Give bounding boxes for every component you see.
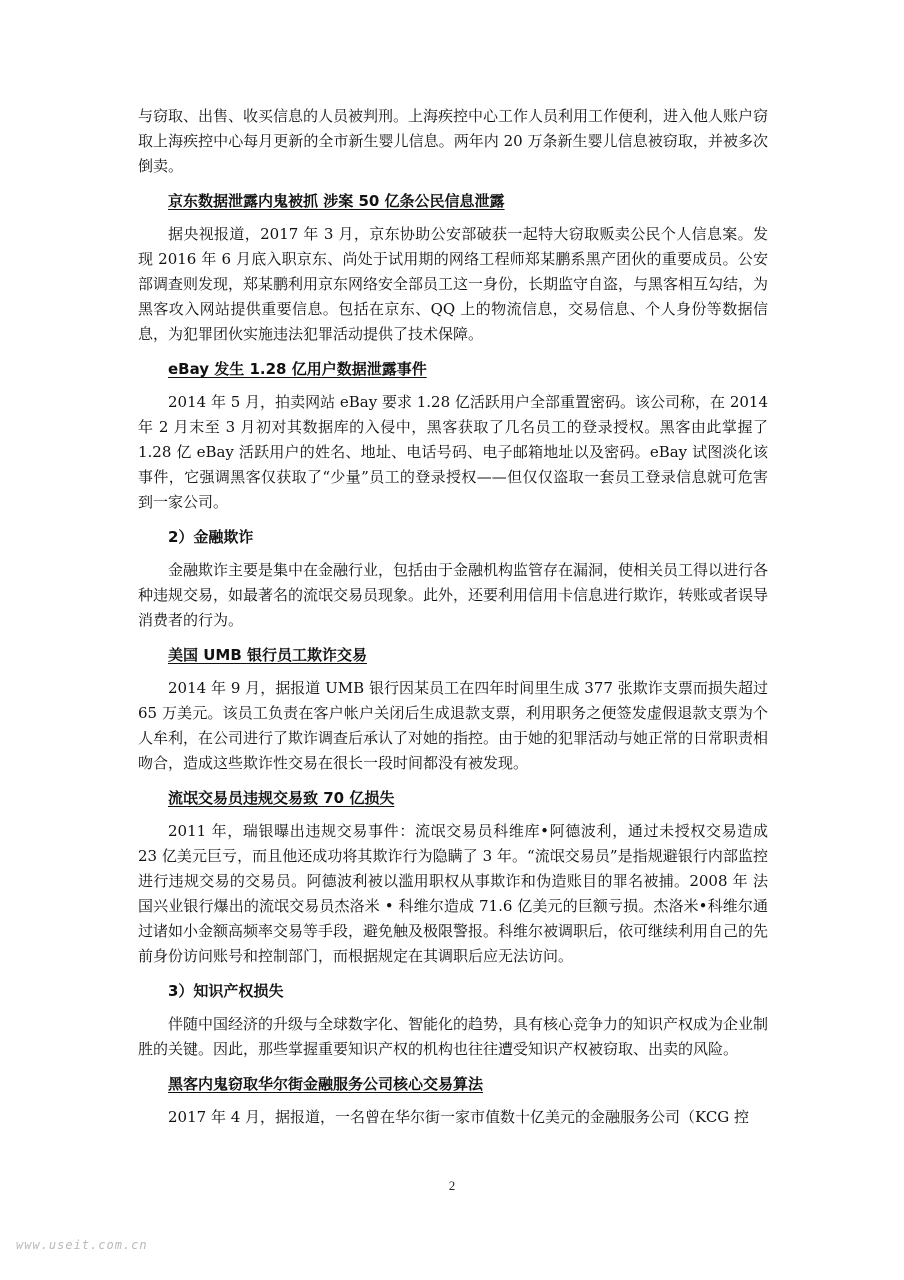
paragraph: 伴随中国经济的升级与全球数字化、智能化的趋势，具有核心竞争力的知识产权成为企业制胜的关键。因此，那些掌握重要知识产权的机构也往往遭受知识产权被窃取、出卖的风险。 (138, 1015, 769, 1058)
paragraph: 2011 年，瑞银曝出违规交易事件：流氓交易员科维库•阿德波利，通过未授权交易造成 23 亿美元巨亏，而且他还成功将其欺诈行为隐瞒了 3 年。“流氓交易员”是指规避银行内部监控进行违规交易的交易员。阿德波利被以滥用职权从事欺诈和伪造账目的罪名被捕。2008 年 法国兴业银行爆出的流氓交易员杰洛米 • 科维尔造成 71.6 亿美元的巨额亏损。杰洛米•科维尔通过诸如小金额高频率交易等手段，避免触及极限警报。科维尔被调职后，依可继续利用自己的先前身份访问账号和控制部门，而根据规定在其调职后应无法访问。 (138, 822, 769, 965)
section-heading (138, 1072, 768, 1097)
subsection-heading (138, 525, 768, 550)
heading-text: 2）金融欺诈 (168, 528, 254, 546)
paragraph: 2017 年 4 月，据报道，一名曾在华尔街一家市值数十亿美元的金融服务公司（KCG 控 (168, 1108, 750, 1126)
heading-text: 流氓交易员违规交易致 70 亿损失 (168, 789, 395, 807)
paragraph: 2014 年 9 月，据报道 UMB 银行因某员工在四年时间里生成 377 张欺诈支票而损失超过 65 万美元。该员工负责在客户帐户关闭后生成退款支票，利用职务之便签发虚假退款支票为个人牟利，在公司进行了欺诈调查后承认了对她的指控。由于她的犯罪活动与她正常的日常职责相吻合，造成这些欺诈性交易在很长一段时间都没有被发现。 (138, 679, 769, 772)
heading-text: eBay 发生 1.28 亿用户数据泄露事件 (168, 360, 427, 378)
paragraph: 2014 年 5 月，拍卖网站 eBay 要求 1.28 亿活跃用户全部重置密码。该公司称，在 2014 年 2 月末至 3 月初对其数据库的入侵中，黑客获取了几名员工的登录授权。黑客由此掌握了 1.28 亿 eBay 活跃用户的姓名、地址、电话号码、电子邮箱地址以及密码。eBay 试图淡化该事件，它强调黑客仅获取了“少量”员工的登录授权——但仅仅盗取一套员工登录信息就可危害到一家公司。 (138, 393, 768, 511)
document-body (138, 104, 768, 1140)
watermark: www.useit.com.cn (16, 1238, 148, 1252)
heading-text: 黑客内鬼窃取华尔街金融服务公司核心交易算法 (168, 1075, 484, 1093)
section-heading (138, 786, 768, 811)
heading-text: 美国 UMB 银行员工欺诈交易 (168, 646, 367, 664)
section-heading (138, 189, 768, 214)
paragraph: 据央视报道，2017 年 3 月，京东协助公安部破获一起特大窃取贩卖公民个人信息案。发现 2016 年 6 月底入职京东、尚处于试用期的网络工程师郑某鹏系黑产团伙的重要成员。公安部调查则发现，郑某鹏利用京东网络安全部员工这一身份，长期监守自盗，与黑客相互勾结，为黑客攻入网站提供重要信息。包括在京东、QQ 上的物流信息，交易信息、个人身份等数据信息，为犯罪团伙实施违法犯罪活动提供了技术保障。 (138, 225, 769, 343)
section-heading (138, 643, 768, 668)
paragraph: 金融欺诈主要是集中在金融行业，包括由于金融机构监管存在漏洞，使相关员工得以进行各种违规交易，如最著名的流氓交易员现象。此外，还要利用信用卡信息进行欺诈，转账或者误导消费者的行为。 (138, 561, 769, 629)
heading-text: 京东数据泄露内鬼被抓 涉案 50 亿条公民信息泄露 (168, 192, 505, 210)
section-heading (138, 357, 768, 382)
paragraph: 与窃取、出售、收买信息的人员被判刑。上海疾控中心工作人员利用工作便利，进入他人账户窃取上海疾控中心每月更新的全市新生婴儿信息。两年内 20 万条新生婴儿信息被窃取，并被多次倒卖。 (138, 107, 769, 175)
heading-text: 3）知识产权损失 (168, 982, 284, 1000)
page-number: 2 (448, 1178, 456, 1193)
subsection-heading (138, 979, 768, 1004)
